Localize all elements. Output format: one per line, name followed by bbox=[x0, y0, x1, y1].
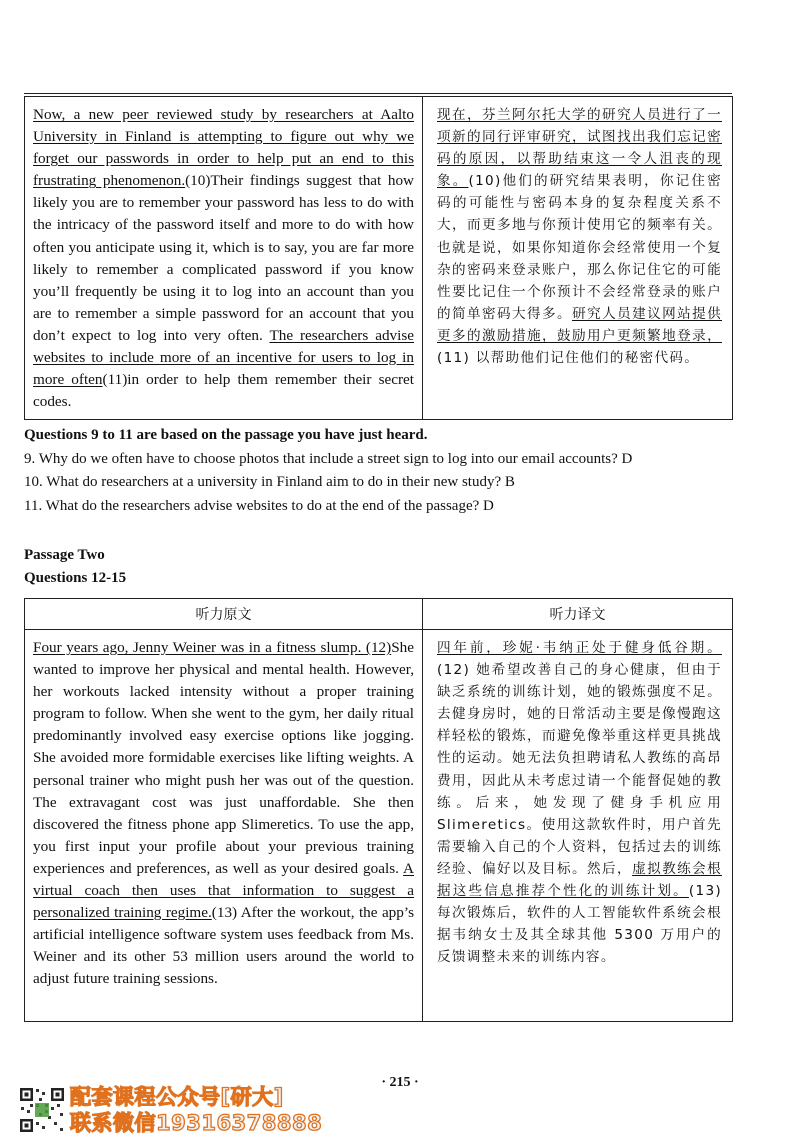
passage-subtitle: Questions 12-15 bbox=[24, 570, 127, 586]
text-segment: Their findings suggest that how likely you are to remember your password has less to do with the intricacy of the password itself and more to do with how often you anticipate using it, which is to say, you are far more likely to remember a complicated password if you know you’ll frequently be using it to log into an account than you are to remember a simple password for an account that you don’t expect to log into very often. bbox=[33, 172, 415, 344]
top-rule bbox=[24, 93, 732, 94]
header-translation: 听力译文 bbox=[423, 599, 733, 630]
text-segment: (11) bbox=[102, 371, 128, 389]
underlined-text-segment: 虚拟教练会根据这些信息推荐个性化的训练计划。 bbox=[437, 860, 722, 900]
underlined-text-segment: 现在，芬兰阿尔托大学的研究人员进行了一项新的同行评审研究，试图找出我们忘记密码的原因，以帮助结束这一令人沮丧的现象。 bbox=[437, 107, 722, 190]
text-segment: She wanted to improve her physical and mental health. However, her workouts lacked intensity without a proper training program to follow. When she went to the gym, her daily ritual predominantly involved easy exercise options like jogging. She avoided more formidable exercises like lifting weights. A personal trainer who might push her was out of the question. The extravagant cost was just unaffordable. She then discovered the fitness phone app Slimeretics. To use the app, you first input your profile about your previous training experiences and preferences, as well as your desired goals. bbox=[33, 639, 414, 877]
underlined-text-segment: Now, a new peer reviewed study by researchers at Aalto University in Finland is attempting to figure out why we forget our passwords in order to help put an end to this frustrating phenomenon. bbox=[33, 106, 414, 190]
chinese-translation-cell bbox=[423, 630, 733, 1022]
passage-title: Passage Two bbox=[24, 547, 105, 563]
question-item: 10. What do researchers at a university in Finland aim to do in their new study? B bbox=[24, 474, 515, 490]
passage-two-heading bbox=[24, 544, 126, 590]
header-original: 听力原文 bbox=[25, 599, 423, 630]
english-transcript-cell bbox=[25, 97, 423, 420]
english-transcript-cell bbox=[25, 630, 423, 1022]
question-item: 9. Why do we often have to choose photos that include a street sign to log into our email accounts? D bbox=[24, 450, 633, 467]
watermark-line-2: 联系微信19316378888 bbox=[70, 1111, 323, 1135]
qr-code-icon bbox=[18, 1086, 66, 1134]
text-segment: (11) 以帮助他们记住他们的秘密代码。 bbox=[437, 350, 700, 367]
text-segment: After the workout, the app’s artificial intelligence software system uses feedback from Ms. Weiner and its other 53 million users around the world to adjust future training sessions. bbox=[33, 904, 414, 988]
text-segment: (10) bbox=[185, 172, 211, 190]
watermark-line-1: 配套课程公众号[研大] bbox=[70, 1085, 284, 1109]
text-segment: (13) 每次锻炼后，软件的人工智能软件系统会根据韦纳女士及其全球其他 5300 万用户的反馈调整未来的训练内容。 bbox=[437, 883, 722, 966]
question-item: 11. What do the researchers advise websites to do at the end of the passage? D bbox=[24, 497, 494, 514]
text-segment: (13) bbox=[211, 904, 238, 922]
text-segment: in order to help them remember their secret codes. bbox=[33, 371, 414, 411]
transcript-table-passage-two bbox=[24, 598, 733, 1022]
watermark-text bbox=[70, 1084, 322, 1136]
underlined-text-segment: The researchers advise websites to include more of an incentive for users to log in more often bbox=[33, 326, 415, 389]
transcript-table-passage-one bbox=[24, 96, 733, 420]
chinese-translation-cell bbox=[423, 97, 733, 420]
text-segment: (10)他们的研究结果表明，你记住密码的可能性与密码本身的复杂程度关系不大，而更多地与你预计使用它的频率有关。也就是说，如果你知道你会经常使用一个复杂的密码来登录账户，那么你记住它的可能性要比记住一个你预计不会经常登录的账户的简单密码大得多。 bbox=[437, 173, 722, 322]
questions-block bbox=[24, 424, 744, 518]
underlined-text-segment: 研究人员建议网站提供更多的激励措施，鼓励用户更频繁地登录， bbox=[437, 305, 723, 344]
underlined-text-segment: Four years ago, Jenny Weiner was in a fitness slump. (12) bbox=[33, 639, 392, 656]
questions-heading: Questions 9 to 11 are based on the passage you have just heard. bbox=[24, 427, 428, 443]
page-number: · 215 · bbox=[381, 1075, 419, 1090]
text-segment: (12) 她希望改善自己的身心健康，但由于缺乏系统的训练计划，她的锻炼强度不足。去健身房时，她的日常活动主要是像慢跑这样轻松的锻炼，而避免像举重这样更具挑战性的运动。她无法负担聘请私人教练的高昂费用，因此从未考虑过请一个能督促她的教练。后来，她发现了健身手机应用 Slimeretics。使用这款软件时，用户首先需要输入自己的个人资料，包括过去的训练经验、偏好以及目标。然后， bbox=[437, 662, 722, 877]
underlined-text-segment: A virtual coach then uses that information to suggest a personalized training regime. bbox=[33, 859, 414, 922]
underlined-text-segment: 四年前，珍妮·韦纳正处于健身低谷期。 bbox=[437, 640, 722, 656]
